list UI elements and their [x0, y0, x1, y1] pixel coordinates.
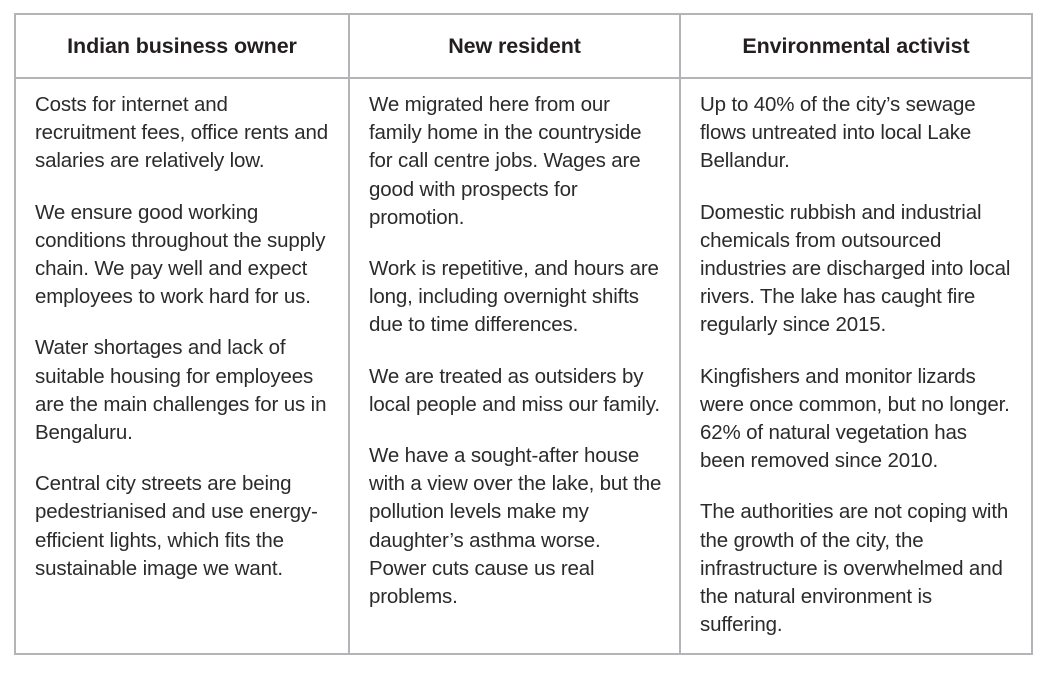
column-header-indian-business-owner: Indian business owner	[15, 14, 349, 78]
table-body	[15, 78, 1032, 654]
cell-new-resident	[349, 78, 680, 654]
paragraph: Kingfishers and monitor lizards were once common, but no longer. 62% of natural vegetation has been removed since 2010.	[700, 364, 1010, 473]
paragraph: The authorities are not coping with the growth of the city, the infrastructure is overwhelmed and the natural environment is suffering.	[700, 500, 1009, 637]
paragraph: Costs for internet and recruitment fees, office rents and salaries are relatively low.	[35, 93, 329, 173]
column-header-new-resident: New resident	[349, 14, 680, 78]
cell-environmental-activist	[680, 78, 1032, 654]
paragraph: Central city streets are being pedestrianised and use energy-efficient lights, which fits the sustainable image we want.	[35, 472, 318, 580]
paragraph: Water shortages and lack of suitable housing for employees are the main challenges for us in Bengaluru.	[35, 336, 327, 445]
table-header	[15, 14, 1032, 78]
paragraph: We ensure good working conditions throughout the supply chain. We pay well and expect employees to work hard for us.	[35, 200, 326, 309]
paragraph: We are treated as outsiders by local people and miss our family.	[369, 364, 660, 416]
table-row	[15, 78, 1032, 654]
cell-indian-business-owner	[15, 78, 349, 654]
paragraph: Up to 40% of the city’s sewage flows untreated into local Lake Bellandur.	[700, 93, 976, 173]
column-header-environmental-activist: Environmental activist	[680, 14, 1032, 78]
paragraph: We migrated here from our family home in the countryside for call centre jobs. Wages are good with prospects for promotion.	[369, 93, 642, 229]
paragraph: We have a sought-after house with a view over the lake, but the pollution levels make my daughter’s asthma worse. Power cuts cause us real problems.	[369, 444, 662, 609]
table-header-row	[15, 14, 1032, 78]
paragraph: Domestic rubbish and industrial chemicals from outsourced industries are discharged into local rivers. The lake has caught fire regularly since 2015.	[700, 200, 1011, 337]
cell-content	[369, 91, 663, 611]
viewpoints-table	[14, 13, 1033, 655]
paragraph: Work is repetitive, and hours are long, including overnight shifts due to time differences.	[369, 257, 659, 337]
cell-content	[700, 91, 1015, 639]
cell-content	[35, 91, 332, 583]
